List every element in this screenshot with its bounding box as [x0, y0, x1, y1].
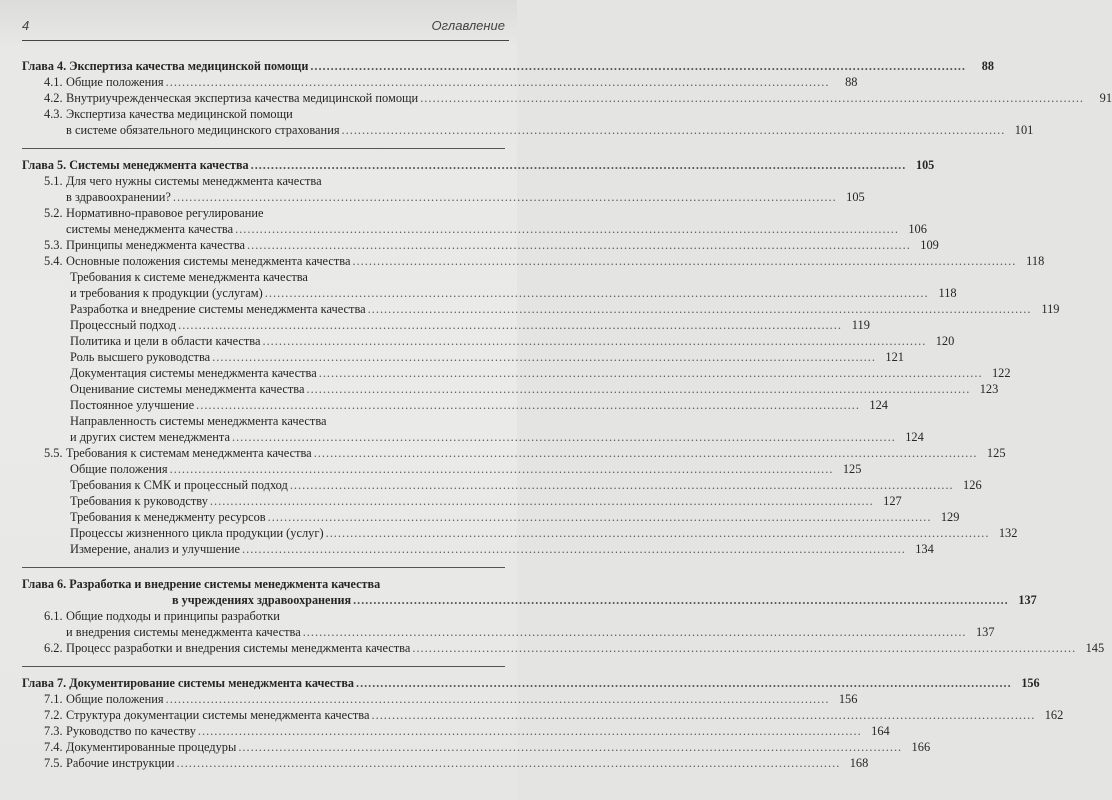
- entry-line: [44, 253, 1045, 269]
- chapter-entry: [22, 58, 994, 74]
- page-ref: 156: [1021, 676, 1040, 690]
- section-number: 5.5.: [44, 446, 63, 460]
- entry-title-line: Документация системы менеджмента качества: [70, 366, 317, 380]
- subsection-entry: [22, 349, 904, 365]
- page-ref: 106: [908, 222, 927, 236]
- subsection-entry: [22, 493, 902, 509]
- entry-title-line: Роль высшего руководства: [70, 350, 211, 364]
- section-entry: [22, 723, 890, 739]
- page-ref: 164: [871, 724, 890, 738]
- entry-line: [70, 429, 924, 445]
- page-ref: 118: [1026, 254, 1045, 268]
- entry-line: [70, 525, 1018, 541]
- entry-line: [70, 269, 505, 285]
- entry-title-line: в здравоохранении?: [66, 190, 171, 204]
- page-ref: 125: [842, 462, 862, 476]
- entry-line: [70, 493, 902, 509]
- chapter-entry: [22, 576, 1037, 608]
- section-number: 7.5.: [44, 756, 63, 770]
- leader-dots: [166, 691, 830, 707]
- section-entry: [22, 707, 1064, 723]
- entry-line: [70, 301, 1060, 317]
- leader-dots: [306, 381, 970, 397]
- entry-line: [44, 74, 858, 90]
- entry-title-line: Основные положения системы менеджмента качества: [66, 254, 351, 268]
- chapter-block: [22, 58, 1112, 138]
- entry-title-line: Документированные процедуры: [66, 740, 237, 754]
- subsection-entry: [22, 397, 888, 413]
- leader-dots: [173, 189, 837, 205]
- leader-dots: [242, 541, 906, 557]
- entry-line: [70, 461, 862, 477]
- page-ref: 132: [998, 526, 1018, 540]
- entry-line: [70, 317, 870, 333]
- leader-dots: [166, 74, 830, 90]
- entry-title-line: в учреждениях здравоохранения: [172, 593, 352, 607]
- page-ref: 168: [849, 756, 869, 770]
- subsection-entry: [22, 333, 955, 349]
- entry-title-line: Постоянное улучшение: [70, 398, 195, 412]
- entry-title-line: Глава 4. Экспертиза качества медицинской помощи: [22, 59, 309, 73]
- leader-dots: [196, 397, 860, 413]
- leader-dots: [170, 461, 834, 477]
- subsection-entry: [22, 525, 1018, 541]
- leader-dots: [420, 90, 1084, 106]
- entry-title-line: Процессный подход: [70, 318, 177, 332]
- entry-title-line: Требования к системе менеджмента качества: [70, 270, 308, 284]
- entry-line: [22, 592, 1037, 608]
- header-rule: [22, 40, 509, 41]
- entry-title-line: Процесс разработки и внедрения системы менеджмента качества: [66, 641, 411, 655]
- entry-line: [44, 205, 505, 221]
- page-ref: 162: [1044, 708, 1064, 722]
- entry-title-line: Общие положения: [70, 462, 168, 476]
- section-number: 5.3.: [44, 238, 63, 252]
- subsection-entry: [22, 301, 1060, 317]
- entry-title-line: Оценивание системы менеджмента качества: [70, 382, 305, 396]
- section-number: 7.2.: [44, 708, 63, 722]
- entry-line: [70, 381, 999, 397]
- subsection-entry: [22, 461, 862, 477]
- page-ref: 134: [915, 542, 934, 556]
- leader-dots: [268, 509, 932, 525]
- entry-line: [22, 58, 994, 74]
- entry-title-line: и внедрения системы менеджмента качества: [66, 625, 301, 639]
- leader-dots: [177, 755, 841, 771]
- chapter-block: [22, 666, 1064, 771]
- page-ref: 101: [1014, 123, 1034, 137]
- entry-title-line: Рабочие инструкции: [66, 756, 175, 770]
- page-ref: 137: [975, 625, 995, 639]
- page-ref: 137: [1018, 593, 1037, 607]
- section-entry: [22, 739, 931, 755]
- entry-line: [44, 755, 869, 771]
- leader-dots: [310, 58, 966, 74]
- entry-line: [44, 106, 505, 122]
- entry-title-line: Руководство по качеству: [66, 724, 196, 738]
- entry-line: [22, 576, 505, 592]
- leader-dots: [235, 221, 899, 237]
- leader-dots: [356, 675, 1012, 691]
- entry-title-line: Глава 7. Документирование системы менеджмента качества: [22, 676, 355, 690]
- leader-dots: [251, 157, 907, 173]
- entry-line: [44, 122, 1034, 138]
- entry-line: [44, 237, 939, 253]
- entry-line: [44, 173, 505, 189]
- entry-title-line: Для чего нужны системы менеджмента качества: [66, 174, 322, 188]
- page-ref: 125: [986, 446, 1006, 460]
- entry-line: [70, 413, 505, 429]
- entry-title-line: Нормативно-правовое регулирование: [66, 206, 264, 220]
- running-header: [22, 18, 505, 38]
- entry-title-line: Разработка и внедрение системы менеджмента качества: [70, 302, 366, 316]
- page-ref: 122: [991, 366, 1011, 380]
- page-ref: 118: [938, 286, 957, 300]
- section-number: 7.1.: [44, 692, 63, 706]
- section-entry: [22, 173, 865, 205]
- page-ref: 121: [885, 350, 904, 364]
- subsection-entry: [22, 413, 924, 445]
- subsection-entry: [22, 269, 957, 301]
- entry-line: [44, 640, 1105, 656]
- section-number: 7.3.: [44, 724, 63, 738]
- page-ref: 120: [935, 334, 955, 348]
- entry-title-line: Внутриучрежденческая экспертиза качества медицинской помощи: [66, 91, 419, 105]
- chapter-block: [22, 567, 1105, 656]
- section-number: 5.4.: [44, 254, 63, 268]
- section-number: 5.1.: [44, 174, 63, 188]
- entry-line: [44, 608, 505, 624]
- section-number: 7.4.: [44, 740, 63, 754]
- chapter-block: [22, 148, 1060, 557]
- page-ref: 109: [920, 238, 939, 252]
- section-entry: [22, 253, 1045, 269]
- entry-line: [70, 349, 904, 365]
- section-entry: [22, 755, 869, 771]
- section-entry: [22, 90, 1112, 106]
- running-title: Оглавление: [431, 18, 505, 33]
- leader-dots: [326, 525, 990, 541]
- subsection-entry: [22, 317, 870, 333]
- subsection-entry: [22, 381, 999, 397]
- section-number: 4.3.: [44, 107, 63, 121]
- leader-dots: [210, 493, 874, 509]
- leader-dots: [303, 624, 967, 640]
- leader-dots: [178, 317, 842, 333]
- entry-line: [44, 739, 931, 755]
- page-ref: 119: [851, 318, 870, 332]
- subsection-entry: [22, 365, 1011, 381]
- entry-line: [70, 365, 1011, 381]
- entry-title-line: Принципы менеджмента качества: [66, 238, 246, 252]
- section-entry: [22, 205, 927, 237]
- section-number: 4.2.: [44, 91, 63, 105]
- leader-dots: [352, 253, 1016, 269]
- entry-line: [44, 624, 995, 640]
- page-ref: 145: [1085, 641, 1105, 655]
- leader-dots: [290, 477, 954, 493]
- page-ref: 124: [869, 398, 888, 412]
- entry-line: [44, 189, 865, 205]
- entry-line: [44, 221, 927, 237]
- leader-dots: [372, 707, 1036, 723]
- subsection-entry: [22, 509, 960, 525]
- entry-line: [70, 477, 982, 493]
- section-entry: [22, 691, 858, 707]
- entry-title-line: и других систем менеджмента: [70, 430, 230, 444]
- leader-dots: [265, 285, 929, 301]
- entry-line: [70, 333, 955, 349]
- section-entry: [22, 74, 858, 90]
- section-number: 4.1.: [44, 75, 63, 89]
- page-ref: 156: [838, 692, 858, 706]
- section-entry: [22, 106, 1034, 138]
- leader-dots: [198, 723, 862, 739]
- page-ref: 105: [846, 190, 865, 204]
- section-number: 5.2.: [44, 206, 63, 220]
- entry-title-line: системы менеджмента качества: [66, 222, 234, 236]
- section-number: 6.1.: [44, 609, 63, 623]
- entry-title-line: Структура документации системы менеджмента качества: [66, 708, 370, 722]
- leader-dots: [212, 349, 876, 365]
- page-ref: 91: [1099, 91, 1112, 105]
- page-ref: 124: [905, 430, 924, 444]
- entry-line: [44, 691, 858, 707]
- page-ref: 105: [915, 158, 935, 172]
- entry-line: [44, 723, 890, 739]
- entry-title-line: Общие положения: [66, 75, 164, 89]
- entry-title-line: Требования к руководству: [70, 494, 208, 508]
- entry-line: [44, 707, 1064, 723]
- entry-line: [70, 541, 934, 557]
- entry-title-line: Экспертиза качества медицинской помощи: [66, 107, 293, 121]
- entry-line: [44, 445, 1006, 461]
- entry-title-line: Процессы жизненного цикла продукции (услуг): [70, 526, 324, 540]
- entry-title-line: Требования к системам менеджмента качества: [66, 446, 312, 460]
- entry-title-line: Требования к СМК и процессный подход: [70, 478, 288, 492]
- entry-title-line: Требования к менеджменту ресурсов: [70, 510, 266, 524]
- section-entry: [22, 608, 995, 640]
- table-of-contents: [22, 58, 1112, 771]
- entry-title-line: в системе обязательного медицинского страхования: [66, 123, 340, 137]
- entry-line: [70, 397, 888, 413]
- entry-line: [22, 675, 1040, 691]
- entry-title-line: Общие положения: [66, 692, 164, 706]
- entry-title-line: Общие подходы и принципы разработки: [66, 609, 280, 623]
- subsection-entry: [22, 541, 934, 557]
- leader-dots: [238, 739, 902, 755]
- page-ref: 123: [979, 382, 999, 396]
- chapter-entry: [22, 675, 1040, 691]
- entry-line: [44, 90, 1112, 106]
- entry-line: [70, 509, 960, 525]
- entry-title-line: Политика и цели в области качества: [70, 334, 261, 348]
- entry-title-line: Измерение, анализ и улучшение: [70, 542, 240, 556]
- leader-dots: [262, 333, 926, 349]
- section-entry: [22, 640, 1105, 656]
- leader-dots: [247, 237, 911, 253]
- leader-dots: [368, 301, 1032, 317]
- page-ref: 127: [883, 494, 902, 508]
- page-ref: 88: [845, 75, 858, 89]
- entry-title-line: Глава 6. Разработка и внедрение системы менеджмента качества: [22, 577, 381, 591]
- leader-dots: [314, 445, 978, 461]
- section-number: 6.2.: [44, 641, 63, 655]
- leader-dots: [319, 365, 983, 381]
- page-ref: 126: [963, 478, 982, 492]
- leader-dots: [232, 429, 896, 445]
- entry-title-line: Направленность системы менеджмента качества: [70, 414, 327, 428]
- entry-line: [22, 157, 935, 173]
- subsection-entry: [22, 477, 982, 493]
- page-number: 4: [22, 18, 30, 33]
- page-ref: 119: [1041, 302, 1060, 316]
- section-entry: [22, 237, 939, 253]
- entry-title-line: Глава 5. Системы менеджмента качества: [22, 158, 249, 172]
- section-entry: [22, 445, 1006, 461]
- page-ref: 88: [981, 59, 994, 73]
- entry-line: [70, 285, 957, 301]
- leader-dots: [353, 592, 1009, 608]
- page-ref: 166: [911, 740, 931, 754]
- chapter-entry: [22, 157, 935, 173]
- entry-title-line: и требования к продукции (услугам): [70, 286, 263, 300]
- leader-dots: [412, 640, 1076, 656]
- leader-dots: [342, 122, 1006, 138]
- page-ref: 129: [940, 510, 960, 524]
